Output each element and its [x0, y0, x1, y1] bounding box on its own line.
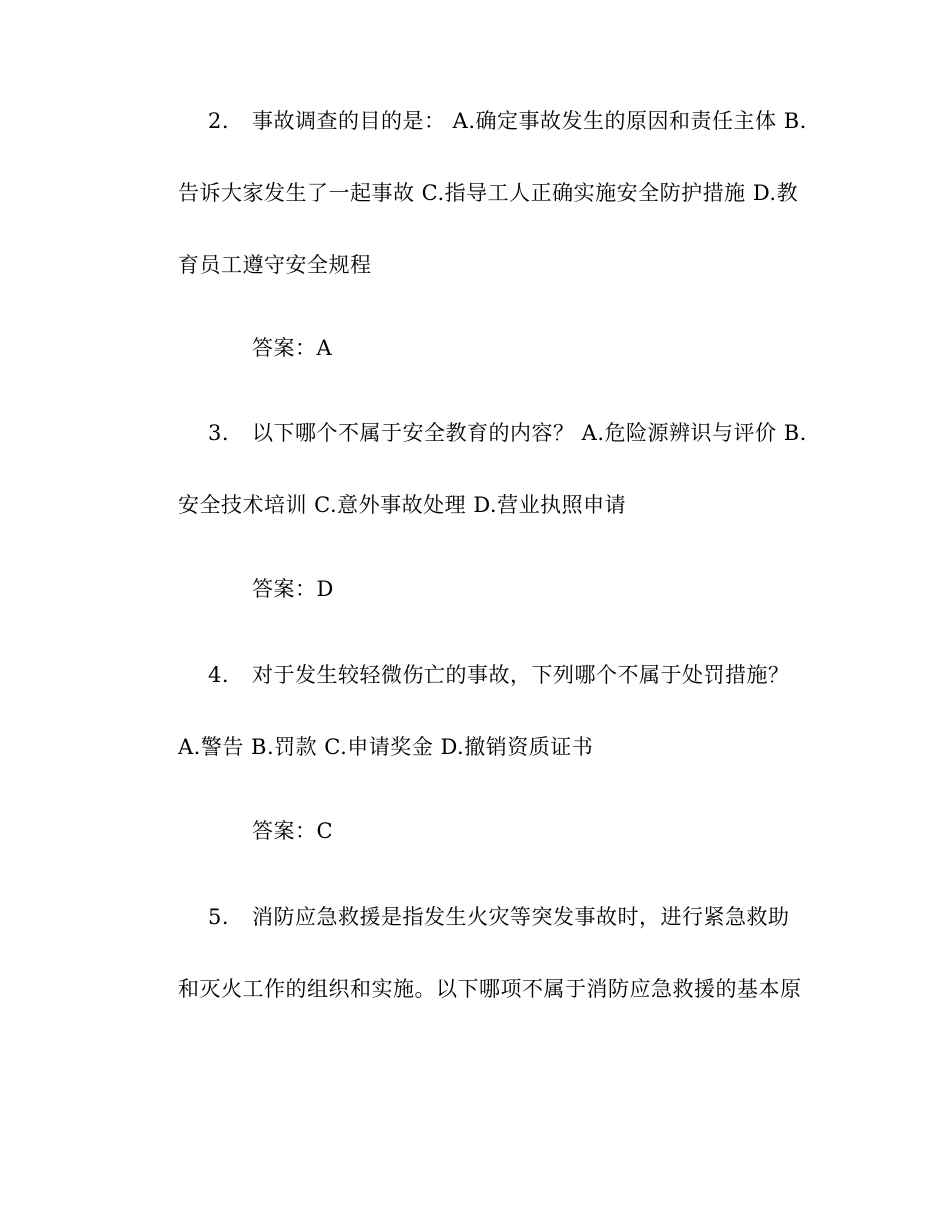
- question-4-line-1: [208, 660, 848, 690]
- answer-2: 答案：A: [252, 336, 333, 360]
- answer-4: 答案：C: [252, 819, 334, 843]
- question-5-line-2: 和灭火工作的组织和实施。以下哪项不属于消防应急救援的基本原: [178, 977, 802, 1001]
- question-number: 2.: [208, 109, 230, 133]
- question-number: 5.: [208, 905, 230, 929]
- question-2-line-2: 告诉大家发生了一起事故 C.指导工人正确实施安全防护措施 D.教: [178, 181, 799, 205]
- question-text: 事故调查的目的是： A.确定事故发生的原因和责任主体 B.: [252, 109, 807, 133]
- question-2-line-3: 育员工遵守安全规程: [178, 253, 372, 277]
- question-text: 以下哪个不属于安全教育的内容？ A.危险源辨识与评价 B.: [252, 421, 807, 445]
- question-text: 对于发生较轻微伤亡的事故，下列哪个不属于处罚措施？: [252, 663, 790, 687]
- question-5-line-1: [208, 902, 848, 932]
- question-text: 消防应急救援是指发生火灾等突发事故时，进行紧急救助: [252, 905, 790, 929]
- answer-3: 答案：D: [252, 577, 334, 601]
- question-3-line-2: 安全技术培训 C.意外事故处理 D.营业执照申请: [178, 493, 627, 517]
- question-3-line-1: [208, 418, 848, 448]
- question-number: 3.: [208, 421, 230, 445]
- question-2-line-1: [208, 106, 848, 136]
- question-4-line-2: A.警告 B.罚款 C.申请奖金 D.撤销资质证书: [178, 735, 594, 759]
- question-number: 4.: [208, 663, 230, 687]
